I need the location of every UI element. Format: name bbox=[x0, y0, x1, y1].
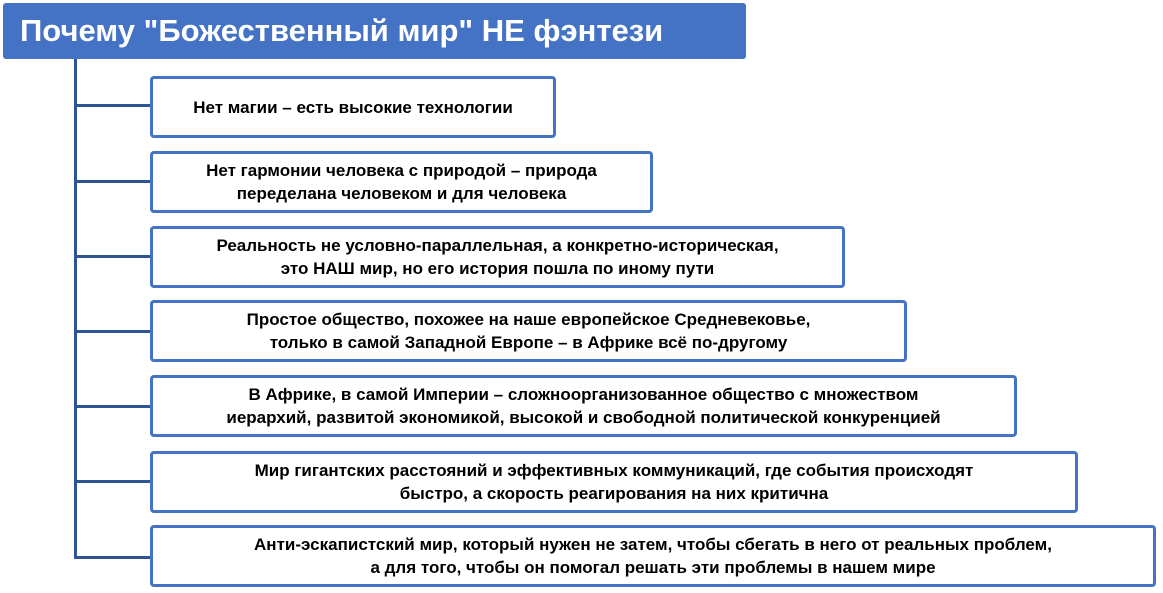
connector-branch-2 bbox=[74, 180, 152, 183]
item-text-7: Анти-эскапистский мир, который нужен не затем, чтобы сбегать в него от реальных проблем, а для того, чтобы он помогал решать эти проблемы в нашем мире bbox=[254, 535, 1052, 577]
connector-branch-7 bbox=[74, 556, 152, 559]
connector-branch-5 bbox=[74, 405, 152, 408]
item-box-3 bbox=[150, 226, 845, 288]
item-box-7 bbox=[150, 525, 1156, 587]
item-box-5 bbox=[150, 375, 1017, 437]
diagram-title bbox=[3, 3, 746, 59]
item-box-4 bbox=[150, 300, 907, 362]
connector-branch-6 bbox=[74, 480, 152, 483]
item-box-1 bbox=[150, 76, 556, 138]
connector-branch-4 bbox=[74, 330, 152, 333]
item-box-2 bbox=[150, 151, 653, 213]
connector-branch-3 bbox=[74, 255, 152, 258]
item-box-6 bbox=[150, 451, 1078, 513]
item-text-6: Мир гигантских расстояний и эффективных коммуникаций, где события происходят быстро, а скорость реагирования на них критична bbox=[254, 461, 974, 503]
connector-trunk bbox=[74, 59, 77, 559]
connector-branch-1 bbox=[74, 104, 152, 107]
item-text-1: Нет магии – есть высокие технологии bbox=[193, 97, 513, 117]
diagram-title-text: Почему "Божественный мир" НЕ фэнтези bbox=[20, 13, 664, 48]
item-text-3: Реальность не условно-параллельная, а конкретно-историческая, это НАШ мир, но его история пошла по иному пути bbox=[216, 236, 779, 278]
item-text-2: Нет гармонии человека с природой – природа переделана человеком и для человека bbox=[206, 161, 597, 203]
item-text-5: В Африке, в самой Империи – сложноорганизованное общество с множеством иерархий, развитой экономикой, высокой и свободной политической конкуренцией bbox=[226, 385, 941, 427]
item-text-4: Простое общество, похожее на наше европейское Средневековье, только в самой Западной Европе – в Африке всё по-другому bbox=[246, 310, 811, 352]
